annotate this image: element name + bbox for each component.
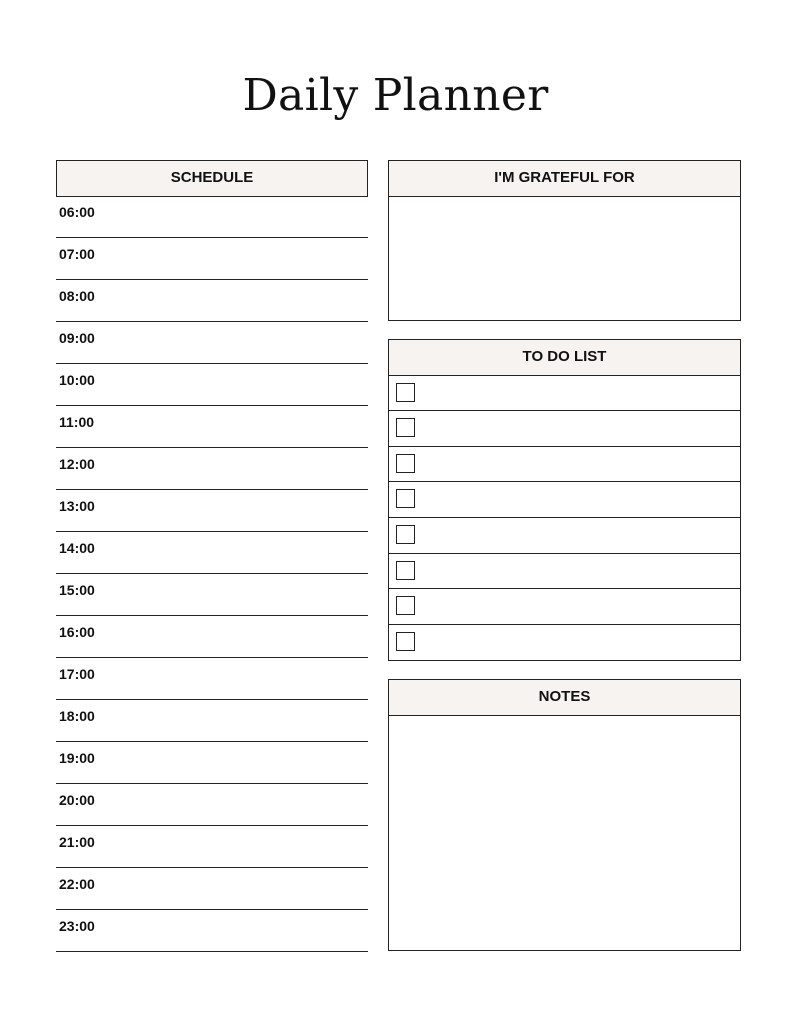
- todo-item[interactable]: [388, 410, 741, 447]
- schedule-time: 08:00: [59, 288, 95, 304]
- schedule-time: 07:00: [59, 246, 95, 262]
- schedule-row[interactable]: [56, 364, 368, 406]
- schedule-time: 14:00: [59, 540, 95, 556]
- schedule-row[interactable]: [56, 658, 368, 700]
- schedule-row[interactable]: [56, 574, 368, 616]
- schedule-time: 10:00: [59, 372, 95, 388]
- schedule-row[interactable]: [56, 784, 368, 826]
- schedule-time: 19:00: [59, 750, 95, 766]
- schedule-row[interactable]: [56, 448, 368, 490]
- schedule-row[interactable]: [56, 238, 368, 280]
- todo-item[interactable]: [388, 446, 741, 483]
- todo-item[interactable]: [388, 624, 741, 661]
- schedule-time: 13:00: [59, 498, 95, 514]
- checkbox[interactable]: [396, 383, 415, 402]
- schedule-row[interactable]: [56, 616, 368, 658]
- schedule-time: 23:00: [59, 918, 95, 934]
- schedule-header: SCHEDULE: [56, 160, 368, 197]
- notes-writing-area[interactable]: [388, 715, 741, 951]
- checkbox[interactable]: [396, 632, 415, 651]
- page-title: Daily Planner: [242, 70, 549, 121]
- grateful-header: I'M GRATEFUL FOR: [388, 160, 741, 197]
- schedule-time: 11:00: [59, 414, 95, 430]
- schedule-row[interactable]: [56, 700, 368, 742]
- checkbox[interactable]: [396, 418, 415, 437]
- checkbox[interactable]: [396, 525, 415, 544]
- grateful-writing-area[interactable]: [388, 196, 741, 321]
- schedule-time: 22:00: [59, 876, 95, 892]
- schedule-time: 09:00: [59, 330, 95, 346]
- schedule-time: 17:00: [59, 666, 95, 682]
- schedule-row[interactable]: [56, 910, 368, 952]
- notes-header: NOTES: [388, 679, 741, 716]
- schedule-row[interactable]: [56, 826, 368, 868]
- checkbox[interactable]: [396, 454, 415, 473]
- schedule-row[interactable]: [56, 406, 368, 448]
- schedule-time: 12:00: [59, 456, 95, 472]
- checkbox[interactable]: [396, 489, 415, 508]
- todo-item[interactable]: [388, 588, 741, 625]
- schedule-row[interactable]: [56, 490, 368, 532]
- schedule-row[interactable]: [56, 322, 368, 364]
- schedule-row[interactable]: [56, 196, 368, 238]
- todo-item[interactable]: [388, 375, 741, 412]
- schedule-row[interactable]: [56, 532, 368, 574]
- todo-item[interactable]: [388, 517, 741, 554]
- schedule-time: 15:00: [59, 582, 95, 598]
- todo-item[interactable]: [388, 553, 741, 590]
- schedule-time: 16:00: [59, 624, 95, 640]
- checkbox[interactable]: [396, 561, 415, 580]
- schedule-row[interactable]: [56, 868, 368, 910]
- todo-item[interactable]: [388, 481, 741, 518]
- schedule-row[interactable]: [56, 742, 368, 784]
- schedule-time: 21:00: [59, 834, 95, 850]
- schedule-row[interactable]: [56, 280, 368, 322]
- schedule-time: 20:00: [59, 792, 95, 808]
- checkbox[interactable]: [396, 596, 415, 615]
- schedule-time: 06:00: [59, 204, 95, 220]
- schedule-time: 18:00: [59, 708, 95, 724]
- todo-header: TO DO LIST: [388, 339, 741, 376]
